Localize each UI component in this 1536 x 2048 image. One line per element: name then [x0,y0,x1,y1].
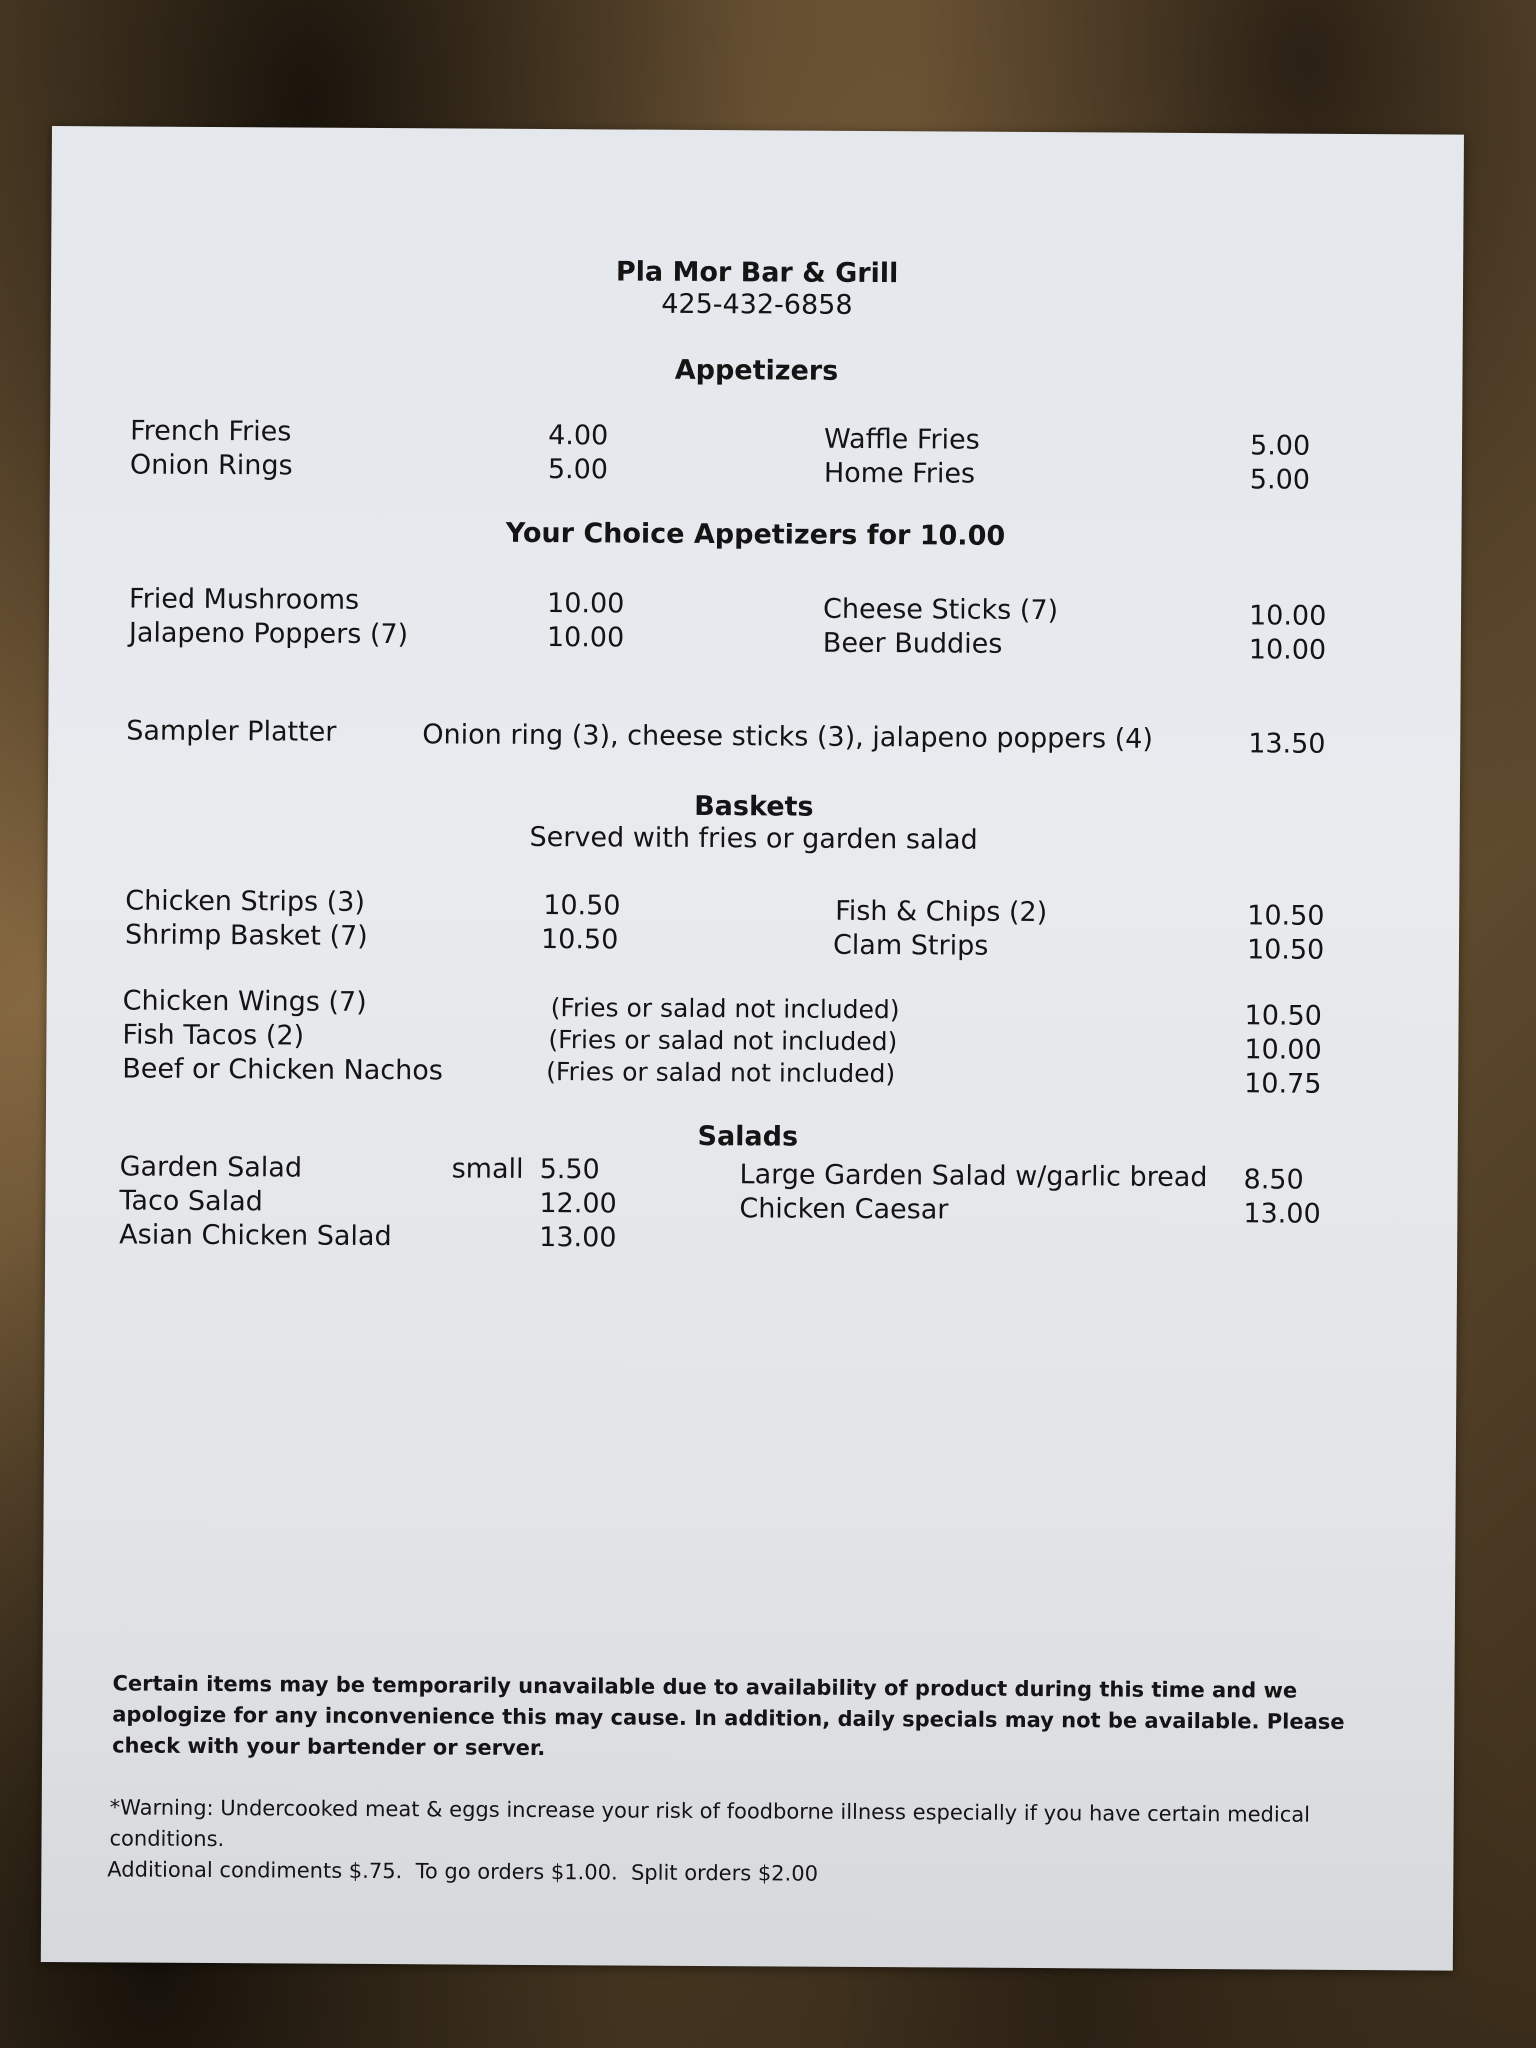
sampler-description: Onion ring (3), cheese sticks (3), jalapeno poppers (4) [422,719,1154,755]
menu-item-price: 10.50 [1246,934,1325,966]
menu-item-name: Waffle Fries [824,423,980,456]
menu-item-price: 5.00 [1249,464,1311,496]
health-warning: *Warning: Undercooked meat & eggs increase your risk of foodborne illness especially if you have certain medical conditions. [109,1795,1311,1852]
menu-item-price: 5.00 [547,454,609,486]
baskets-heading: Baskets [694,790,814,823]
menu-item-price: 5.00 [1249,430,1311,462]
menu-item-name: Jalapeno Poppers (7) [128,617,409,651]
menu-item-price: 8.50 [1243,1164,1304,1196]
menu-item-name: Asian Chicken Salad [119,1219,392,1253]
menu-item-name: Garden Salad [119,1151,303,1184]
menu-item-name: Shrimp Basket (7) [124,919,368,952]
menu-item-price: 13.00 [1243,1198,1321,1230]
phone-number: 425-432-6858 [661,288,853,321]
restaurant-name: Pla Mor Bar & Grill [615,256,899,290]
menu-item-name: Cheese Sticks (7) [822,593,1059,627]
menu-item-price: 5.50 [539,1153,600,1186]
menu-item-name: Onion Rings [129,449,293,482]
baskets-subtitle: Served with fries or garden salad [529,821,978,856]
choice-appetizers-heading: Your Choice Appetizers for 10.00 [505,517,1006,552]
menu-item-price: 12.00 [539,1187,617,1220]
menu-item-name: Beef or Chicken Nachos [122,1053,443,1087]
menu-item-price: 10.50 [543,890,621,922]
menu-item-price: 4.00 [548,420,609,452]
availability-notice: Certain items may be temporarily unavailable due to availability of product during this time and we apologize for any inconvenience this may cause. In addition, daily specials may not be available. Please check with your bartender or server. [112,1671,1345,1761]
menu-item-price: 10.00 [1244,1034,1322,1066]
menu-item-name: Fried Mushrooms [129,583,360,616]
menu-item-name: French Fries [130,415,292,448]
menu-item-name: Taco Salad [119,1185,263,1218]
menu-item-name: Fish Tacos (2) [122,1019,305,1052]
menu-item-price: 10.00 [1248,634,1327,666]
menu-item-name: Home Fries [823,457,976,490]
additional-charges: Additional condiments $.75. To go orders $1.00. Split orders $2.00 [107,1857,819,1886]
appetizers-heading: Appetizers [674,354,839,387]
menu-item-name: Fish & Chips (2) [835,895,1048,929]
menu-item-name: Chicken Wings (7) [122,985,367,1018]
menu-item-name: Chicken Strips (3) [125,885,366,918]
menu-sheet [41,126,1464,1971]
menu-item-note: (Fries or salad not included) [546,1057,896,1089]
menu-item-size: small [451,1153,524,1185]
menu-item-price: 10.50 [540,924,619,956]
menu-item-price: 13.00 [539,1221,617,1254]
sampler-name: Sampler Platter [126,715,337,748]
menu-item-price: 10.00 [546,622,625,654]
menu-item-price: 10.00 [546,588,625,620]
menu-item-name: Chicken Caesar [739,1193,949,1226]
menu-item-name: Large Garden Salad w/garlic bread [739,1159,1208,1194]
menu-item-price: 10.00 [1248,600,1327,632]
menu-item-note: (Fries or salad not included) [548,1025,898,1057]
menu-item-price: 10.75 [1244,1068,1322,1100]
menu-item-name: Clam Strips [832,929,989,962]
salads-heading: Salads [697,1120,799,1153]
sampler-price: 13.50 [1248,728,1326,760]
menu-item-name: Beer Buddies [822,627,1003,660]
menu-item-price: 10.50 [1247,900,1325,932]
menu-item-note: (Fries or salad not included) [550,993,900,1025]
menu-item-price: 10.50 [1244,1000,1322,1032]
